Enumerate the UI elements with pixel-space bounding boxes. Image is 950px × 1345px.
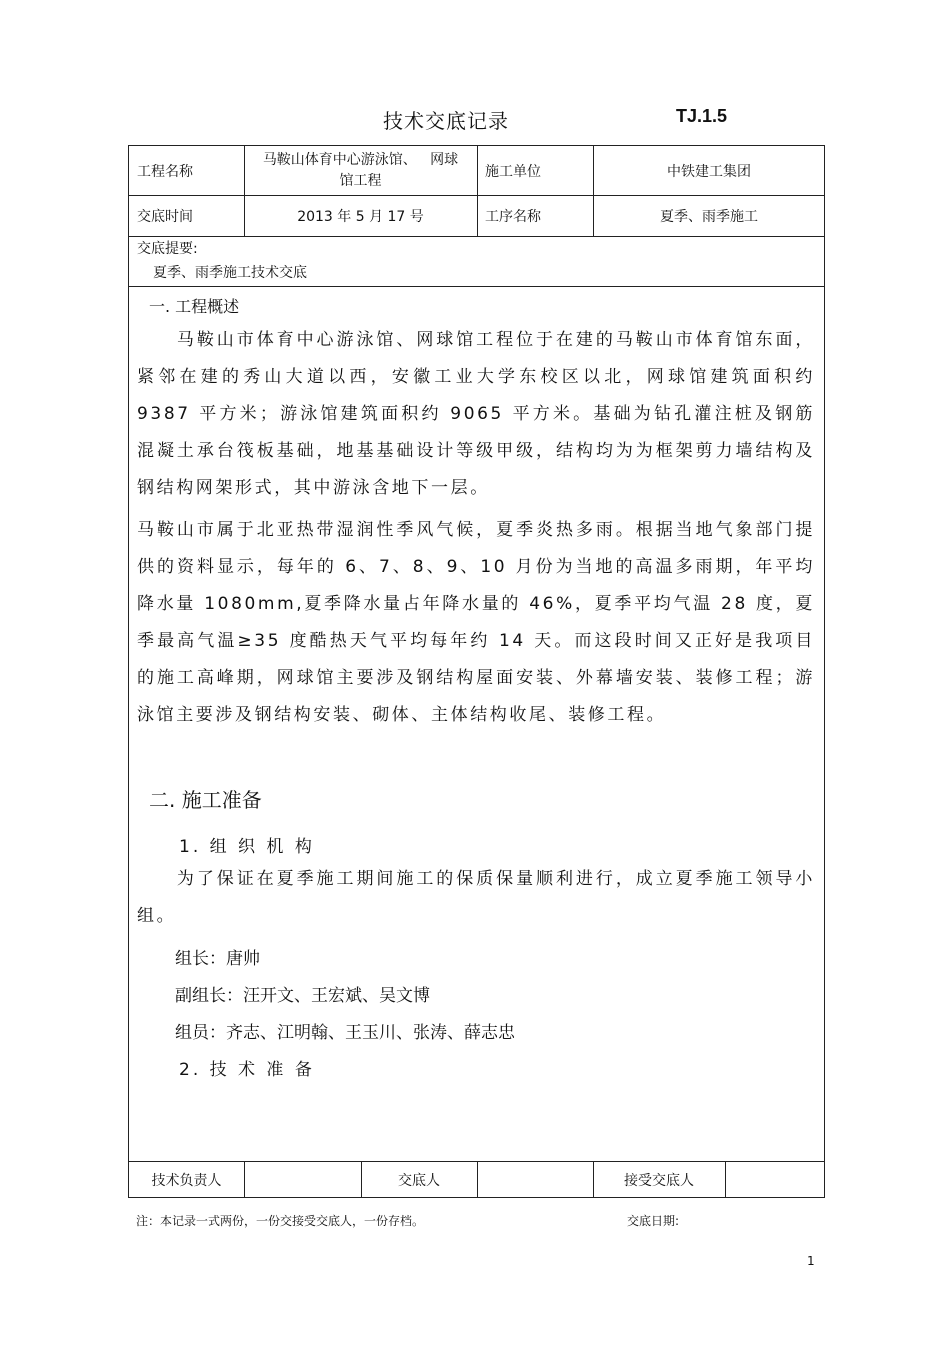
footer-note: 注：本记录一式两份，一份交接受交底人，一份存档。 [136,1214,425,1228]
project-name-label: 工程名称 [137,163,193,180]
discloser-field[interactable] [477,1162,593,1198]
contractor-label: 施工单位 [485,163,541,180]
section1-paragraph1: 马鞍山市体育中心游泳馆、网球馆工程位于在建的马鞍山市体育馆东面，紧邻在建的秀山大道以西，安徽工业大学东校区以北，网球馆建筑面积约 9387 平方米；游泳馆建筑面积约 9065 平方米。基础为钻孔灌注桩及钢筋混凝土承台筏板基础，地基基础设计等级甲级，结构均为为框架剪力墙结构及钢结构网架形式，其中游泳含地下一层。 [137,330,815,498]
footer-date-label: 交底日期: [627,1214,680,1228]
section1-heading: 一. 工程概述 [149,297,240,316]
contractor-value: 中铁建工集团 [667,163,751,180]
document-title: 技术交底记录 [383,109,509,133]
process-value: 夏季、雨季施工 [660,208,758,225]
document-code: TJ.1.5 [676,106,728,126]
receiver-field[interactable] [725,1162,825,1198]
discloser-label: 交底人 [398,1173,440,1189]
summary-label: 交底提要: [137,241,198,257]
record-table [128,145,825,1198]
date-value: 2013 年 5 月 17 号 [297,208,424,225]
members-line: 组员：齐志、江明翰、王玉川、张涛、薛志忠 [175,1023,515,1043]
process-label: 工序名称 [485,208,541,225]
date-label: 交底时间 [137,208,193,225]
deputy-line: 副组长：汪开文、王宏斌、吴文博 [175,986,430,1006]
tech-lead-field[interactable] [244,1162,361,1198]
project-name-value [244,146,477,195]
section2-sub1: 1. 组 织 机 构 [179,837,315,857]
section2-heading: 二. 施工准备 [149,788,262,812]
section1-paragraph2: 马鞍山市属于北亚热带湿润性季风气候，夏季炎热多雨。根据当地气象部门提供的资料显示，每年的 6、7、8、9、10 月份为当地的高温多雨期，年平均降水量 1080mm,夏季降水量占年降水量的 46%，夏季平均气温 28 度，夏季最高气温≥35 度酷热天气平均每年约 14 天。而这段时间又正好是我项目的施工高峰期，网球馆主要涉及钢结构屋面安装、外幕墙安装、装修工程；游泳馆主要涉及钢结构安装、砌体、主体结构收尾、装修工程。 [137,520,815,725]
row-divider [129,286,824,287]
summary-text: 夏季、雨季施工技术交底 [153,265,307,281]
page-number: 1 [807,1254,815,1268]
tech-lead-label: 技术负责人 [151,1173,222,1189]
section2-paragraph: 为了保证在夏季施工期间施工的保质保量顺利进行，成立夏季施工领导小组。 [137,869,815,926]
section2-sub2: 2. 技 术 准 备 [179,1060,315,1080]
row-divider [129,236,824,237]
leader-line: 组长：唐帅 [175,949,260,969]
receiver-label: 接受交底人 [624,1173,694,1189]
project-name-line2: 馆工程 [339,172,382,189]
project-name-line1: 马鞍山体育中心游泳馆、 网球 [262,151,459,168]
